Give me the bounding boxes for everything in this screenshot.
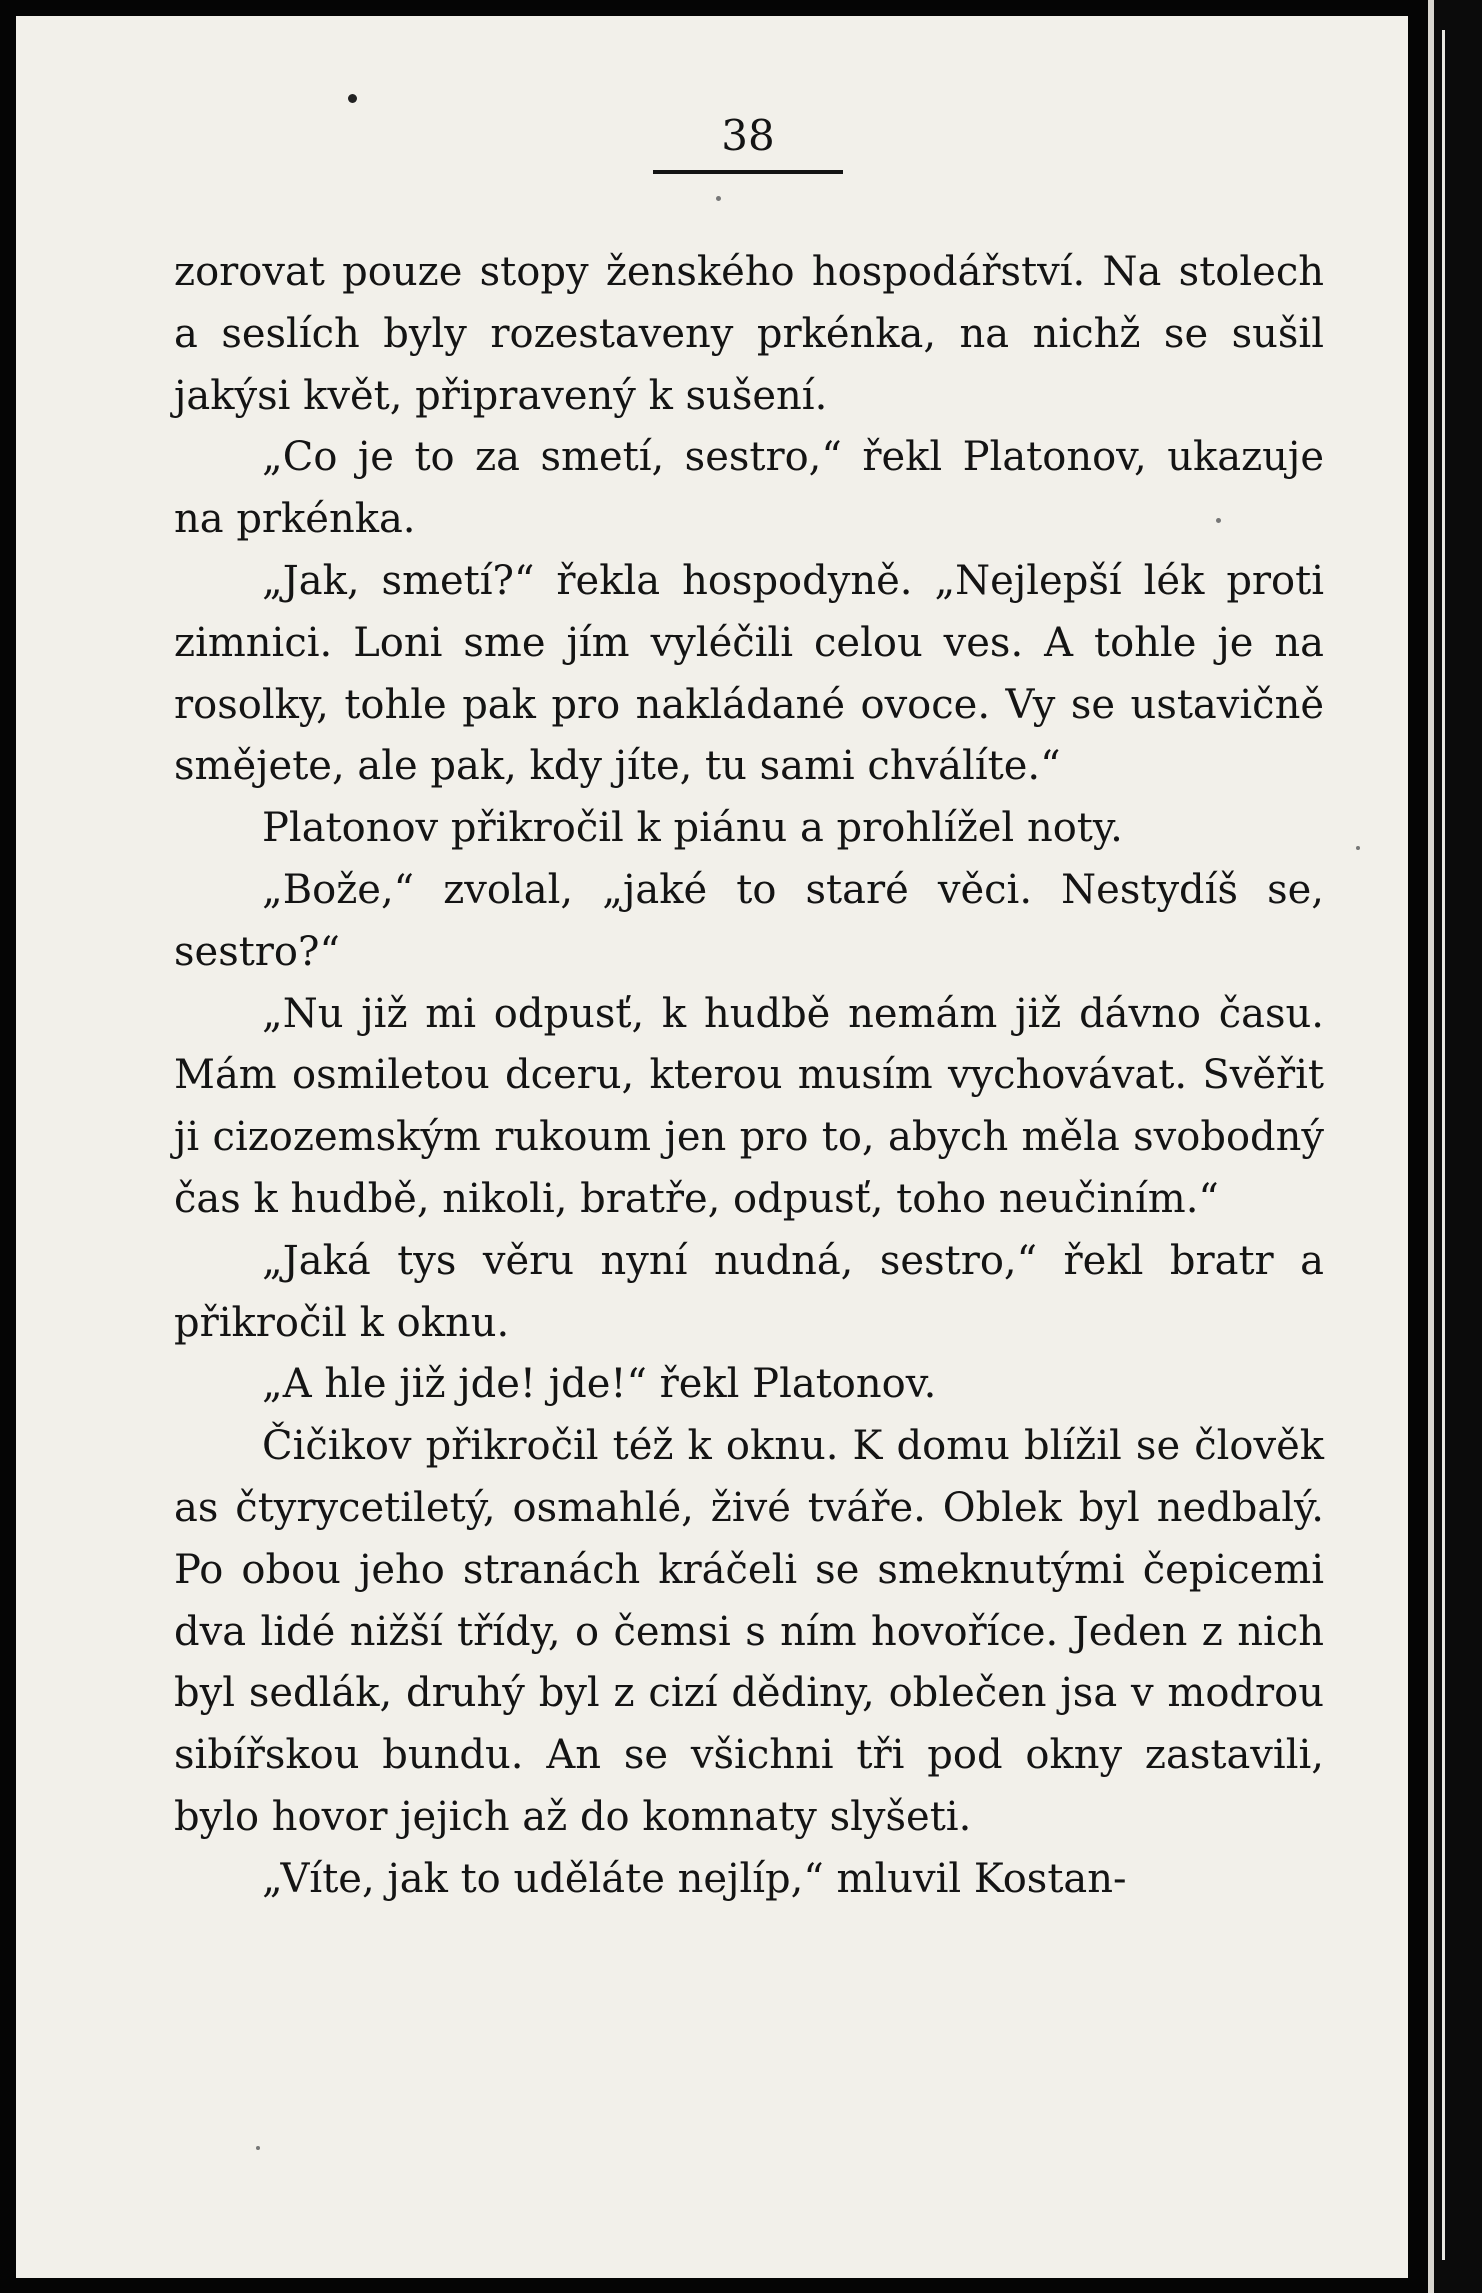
paper-speck (1356, 846, 1360, 850)
adjacent-page-edge (1428, 0, 1482, 2293)
page-edge-line (1442, 30, 1445, 2260)
paper-speck (348, 94, 357, 103)
paper-speck (1216, 518, 1221, 523)
paragraph: „A hle již jde! jde!“ řekl Platonov. (262, 1361, 937, 1408)
page-number: 38 (653, 112, 843, 174)
paragraph: „Bože,“ zvolal, „jaké to staré věci. Nestydíš se, sestro?“ (174, 866, 1324, 975)
paper-speck (256, 2146, 260, 2150)
paragraph: „Jak, smetí?“ řekla hospodyně. „Nejlepší lék proti zimnici. Loni sme jím vyléčili celou ves. A tohle je na rosolky, tohle pak pro nakládané ovoce. Vy se ustavičně smějete, ale pak, kdy jíte, tu sami chválíte.“ (174, 557, 1324, 790)
paragraph: zorovat pouze stopy ženského hospodářství. Na stolech a seslích byly rozestaveny prkénka, na nichž se sušil jakýsi květ, připravený k sušení. (174, 249, 1324, 419)
paragraph: „Co je to za smetí, sestro,“ řekl Platonov, ukazuje na prkénka. (174, 434, 1324, 543)
paragraph: „Nu již mi odpusť, k hudbě nemám již dávno času. Mám osmiletou dceru, kterou musím vychovávat. Svěřit ji cizozemským rukoum jen pro to, abych měla svobodný čas k hudbě, nikoli, bratře, odpusť, toho neučiním.“ (174, 990, 1324, 1222)
paragraph: „Víte, jak to uděláte nejlíp,“ mluvil Kostan- (262, 1855, 1127, 1902)
paragraph: Čičikov přikročil též k oknu. K domu blížil se člověk as čtyrycetiletý, osmahlé, živé tváře. Oblek byl nedbalý. Po obou jeho stranách kráčeli se smeknutými čepicemi dva lidé nižší třídy, o čemsi s ním hovoříce. Jeden z nich byl sedlák, druhý byl z cizí dědiny, oblečen jsa v modrou sibířskou bundu. An se všichni tři pod okny zastavili, bylo hovor jejich až do komnaty slyšeti. (174, 1423, 1324, 1840)
page-header (16, 112, 1408, 174)
paragraph: Platonov přikročil k piánu a prohlížel noty. (262, 805, 1123, 852)
body-text (174, 242, 1324, 1911)
paragraph: „Jaká tys věru nyní nudná, sestro,“ řekl bratr a přikročil k oknu. (174, 1237, 1324, 1346)
paper-speck (716, 196, 721, 201)
book-page (16, 16, 1408, 2278)
